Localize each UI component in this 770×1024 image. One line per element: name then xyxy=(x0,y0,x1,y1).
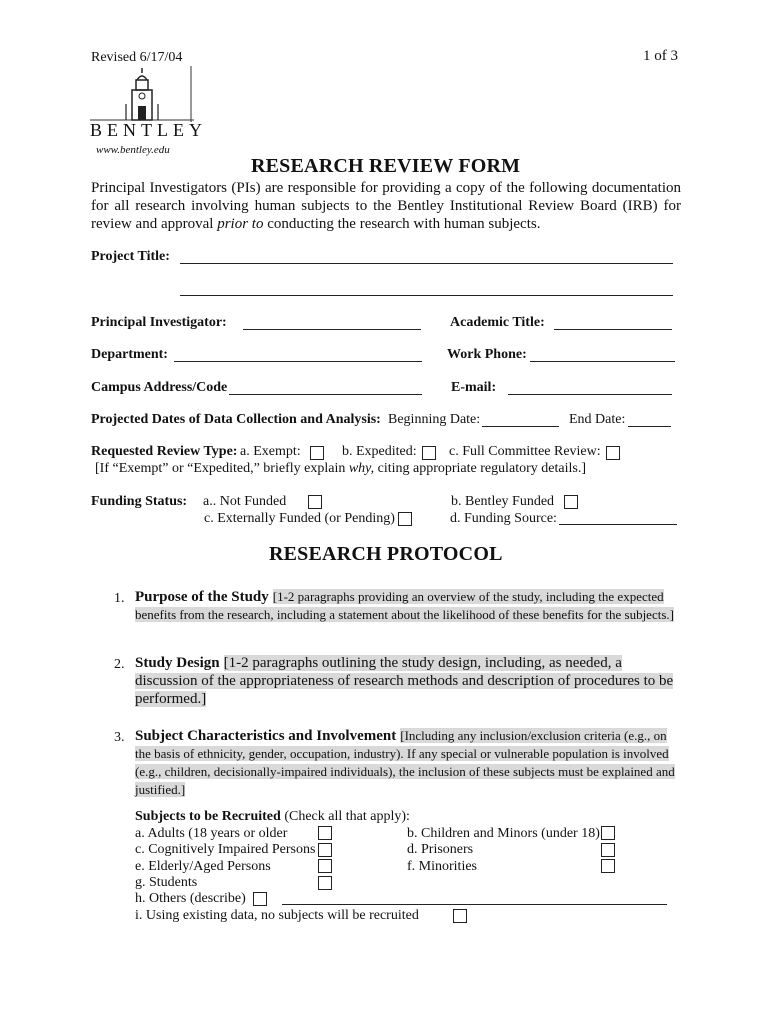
item-1-number: 1. xyxy=(114,591,125,606)
bentley-funded-label: b. Bentley Funded xyxy=(451,494,555,509)
subject-d-label: d. Prisoners xyxy=(407,842,474,857)
revised-date: Revised 6/17/04 xyxy=(91,50,183,65)
subject-a-label: a. Adults (18 years or older xyxy=(135,826,288,841)
item-3-number: 3. xyxy=(114,730,125,745)
logo-name: BENTLEY xyxy=(90,120,207,140)
subject-a-checkbox[interactable] xyxy=(318,826,332,840)
campus-address-label: Campus Address/Code xyxy=(91,380,228,395)
pi-label: Principal Investigator: xyxy=(91,315,227,330)
funding-source-field[interactable] xyxy=(559,524,677,525)
item-1-text: [1-2 paragraphs providing an overview of the study, including the expected benefits from the research, including a statement about the likelihood of these benefits for the subjects.] xyxy=(135,589,674,622)
subject-e-label: e. Elderly/Aged Persons xyxy=(135,859,271,874)
project-title-field-2[interactable] xyxy=(180,295,673,296)
beginning-date-label: Beginning Date: xyxy=(388,412,481,427)
not-funded-label: a.. Not Funded xyxy=(203,494,287,509)
department-label: Department: xyxy=(91,347,168,362)
item-1 xyxy=(135,588,675,624)
subject-i-label: i. Using existing data, no subjects will be recruited xyxy=(135,908,419,923)
review-note: [If “Exempt” or “Expedited,” briefly explain why, citing appropriate regulatory details.] xyxy=(95,461,586,476)
academic-title-field[interactable] xyxy=(554,329,672,330)
funding-label: Funding Status: xyxy=(91,494,188,509)
logo-url: www.bentley.edu xyxy=(96,144,170,156)
subject-f-checkbox[interactable] xyxy=(601,859,615,873)
item-3 xyxy=(135,727,675,799)
bentley-funded-checkbox[interactable] xyxy=(564,495,578,509)
subject-h-label: h. Others (describe) xyxy=(135,891,246,906)
projected-dates-label: Projected Dates of Data Collection and Analysis: xyxy=(91,412,381,427)
work-phone-label: Work Phone: xyxy=(447,347,527,362)
full-review-label: c. Full Committee Review: xyxy=(449,444,601,459)
project-title-field[interactable] xyxy=(180,263,673,264)
subject-h-checkbox[interactable] xyxy=(253,892,267,906)
project-title-label: Project Title: xyxy=(91,249,170,264)
review-type-row xyxy=(91,444,237,460)
subject-h-describe-field[interactable] xyxy=(282,904,667,905)
item-3-text: [Including any inclusion/exclusion criteria (e.g., on the basis of ethnicity, gender, occupation, industry). If any special or vulnerable population is involved (e.g., children, decisionally-impaired individuals), the inclusion of these subjects must be explained and justified.] xyxy=(135,728,675,797)
subject-i-checkbox[interactable] xyxy=(453,909,467,923)
subject-e-checkbox[interactable] xyxy=(318,859,332,873)
page-number: 1 of 3 xyxy=(643,48,678,64)
subject-c-checkbox[interactable] xyxy=(318,843,332,857)
subject-f-label: f. Minorities xyxy=(407,859,477,874)
end-date-field[interactable] xyxy=(628,426,671,427)
item-2-text: [1-2 paragraphs outlining the study design, including, as needed, a discussion of the appropriateness of research methods and description of procedures to be performed.] xyxy=(135,655,674,707)
funding-source-label: d. Funding Source: xyxy=(450,511,557,526)
review-type-label: Requested Review Type: xyxy=(91,444,238,459)
item-1-heading: Purpose of the Study xyxy=(135,589,269,605)
expedited-checkbox[interactable] xyxy=(422,446,436,460)
pi-field[interactable] xyxy=(243,329,421,330)
subject-b-label: b. Children and Minors (under 18) xyxy=(407,826,600,841)
not-funded-checkbox[interactable] xyxy=(308,495,322,509)
academic-title-label: Academic Title: xyxy=(450,315,545,330)
campus-address-field[interactable] xyxy=(229,394,422,395)
end-date-label: End Date: xyxy=(569,412,626,427)
subject-b-checkbox[interactable] xyxy=(601,826,615,840)
expedited-label: b. Expedited: xyxy=(342,444,417,459)
external-funded-checkbox[interactable] xyxy=(398,512,412,526)
intro-paragraph: Principal Investigators (PIs) are responsible for providing a copy of the following documentation for all research involving human subjects to the Bentley Institutional Review Board (IRB) for review and approval prior to conducting the research with human subjects. xyxy=(91,180,681,232)
department-field[interactable] xyxy=(174,361,422,362)
page-title: RESEARCH REVIEW FORM xyxy=(251,155,521,177)
protocol-title: RESEARCH PROTOCOL xyxy=(269,543,503,565)
subjects-heading: Subjects to be Recruited (Check all that apply): xyxy=(135,809,410,824)
item-2 xyxy=(135,654,680,708)
exempt-label: a. Exempt: xyxy=(240,444,301,459)
email-label: E-mail: xyxy=(451,380,497,395)
external-funded-label: c. Externally Funded (or Pending) xyxy=(204,511,395,526)
subject-g-checkbox[interactable] xyxy=(318,876,332,890)
beginning-date-field[interactable] xyxy=(482,426,559,427)
item-3-heading: Subject Characteristics and Involvement xyxy=(135,728,397,744)
full-review-checkbox[interactable] xyxy=(606,446,620,460)
clocktower-icon xyxy=(90,66,194,122)
bentley-logo xyxy=(90,66,207,156)
subject-d-checkbox[interactable] xyxy=(601,843,615,857)
work-phone-field[interactable] xyxy=(530,361,675,362)
email-field[interactable] xyxy=(508,394,672,395)
exempt-checkbox[interactable] xyxy=(310,446,324,460)
subject-g-label: g. Students xyxy=(135,875,198,890)
subject-c-label: c. Cognitively Impaired Persons xyxy=(135,842,316,857)
item-2-number: 2. xyxy=(114,657,125,672)
item-2-heading: Study Design xyxy=(135,655,220,671)
